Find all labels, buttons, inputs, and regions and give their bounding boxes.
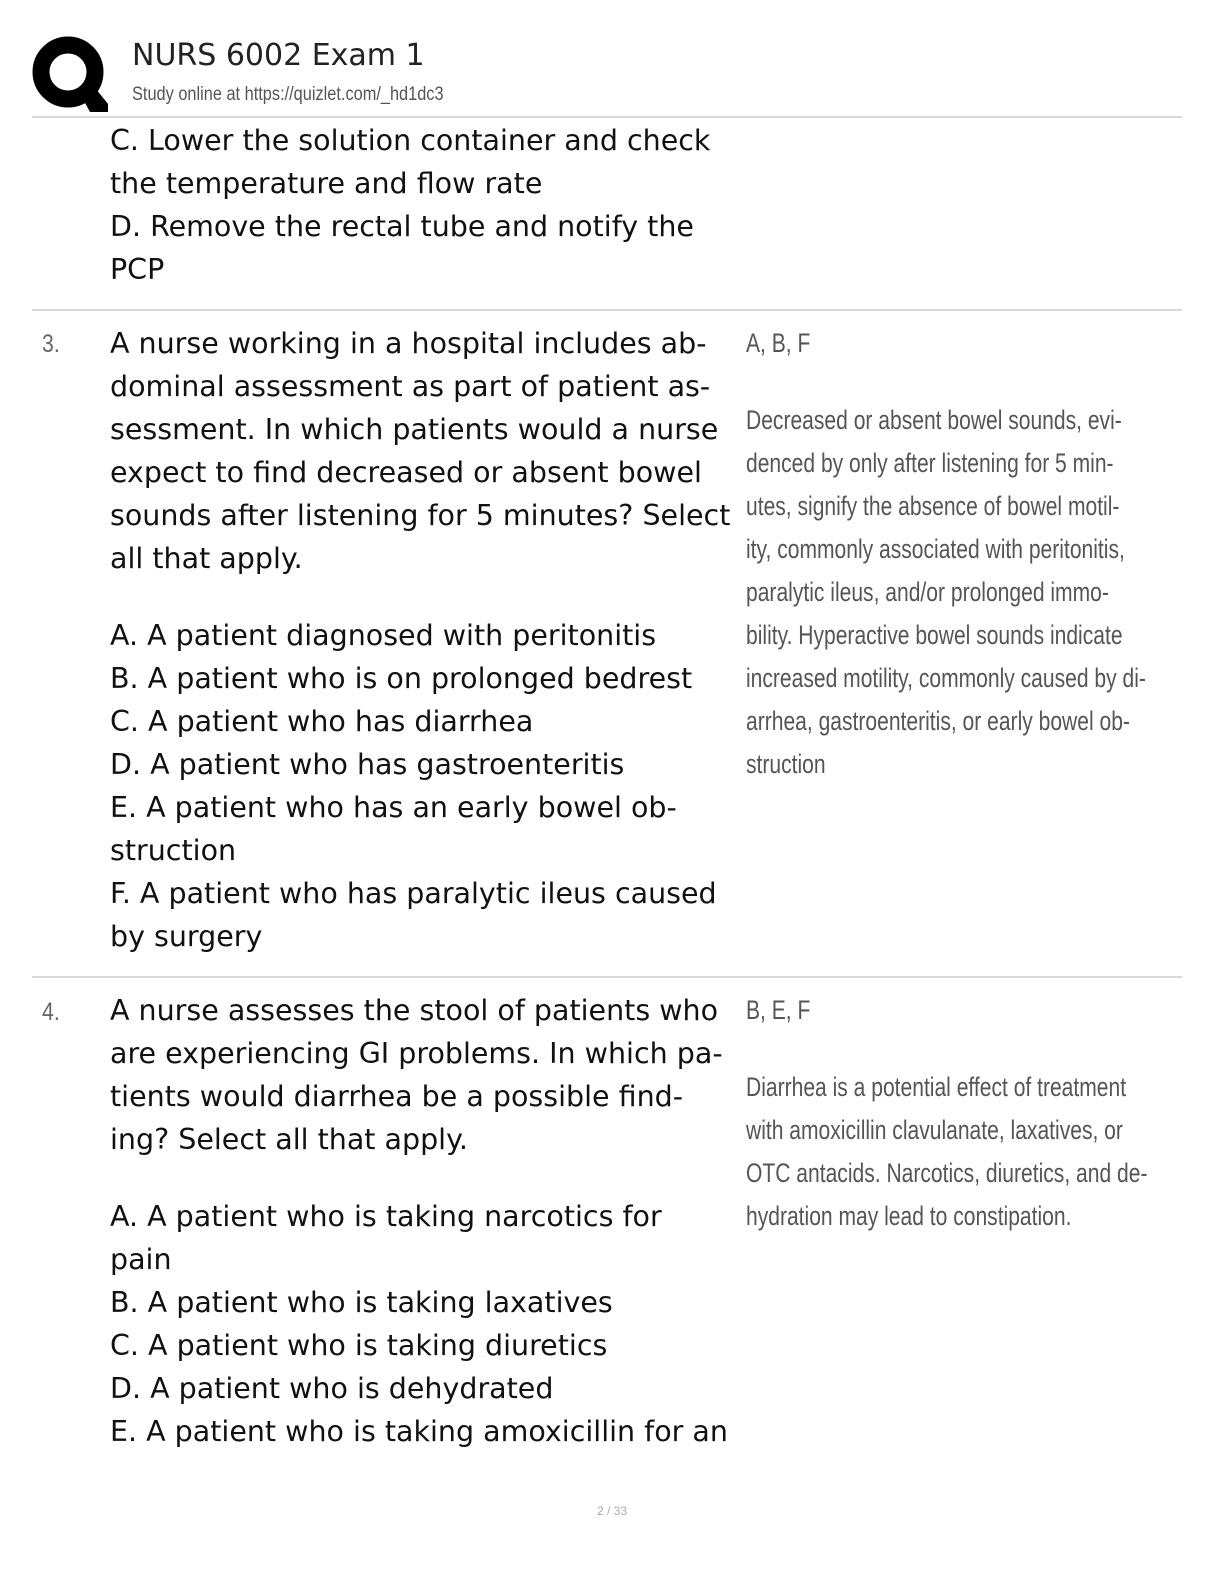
answer-option: B. A patient who is on prolonged bedrest — [110, 662, 693, 695]
rationale-line: bility. Hyperactive bowel sounds indicate — [746, 620, 1123, 650]
answer-3 — [746, 322, 1186, 786]
continuation-line: the temperature and flow rate — [110, 167, 543, 200]
study-online-link[interactable]: Study online at https://quizlet.com/_hd1dc3 — [132, 84, 444, 105]
correct-answer: A, B, F — [746, 328, 811, 358]
answer-option: B. A patient who is taking laxatives — [110, 1286, 613, 1319]
quizlet-logo-icon — [32, 36, 108, 112]
question-stem-line: ing? Select all that apply. — [110, 1123, 468, 1156]
question-stem-line: dominal assessment as part of patient as- — [110, 370, 711, 403]
question-number: 4. — [42, 998, 60, 1026]
rationale-line: hydration may lead to constipation. — [746, 1201, 1072, 1231]
question-number: 3. — [42, 330, 60, 358]
answer-4 — [746, 989, 1186, 1238]
answer-option: pain — [110, 1243, 172, 1276]
previous-question-continuation — [110, 119, 740, 291]
rationale-line: arrhea, gastroenteritis, or early bowel ob- — [746, 706, 1130, 736]
answer-option: struction — [110, 834, 237, 867]
answer-option: by surgery — [110, 920, 263, 953]
rationale-line: OTC antacids. Narcotics, diuretics, and de- — [746, 1158, 1148, 1188]
question-stem-line: are experiencing GI problems. In which pa- — [110, 1037, 723, 1070]
question-stem-line: all that apply. — [110, 542, 303, 575]
answer-option: F. A patient who has paralytic ileus caused — [110, 877, 717, 910]
question-stem-line: A nurse assesses the stool of patients who — [110, 994, 719, 1027]
question-stem-line: sessment. In which patients would a nurse — [110, 413, 719, 446]
page-header — [32, 30, 1182, 116]
answer-option: E. A patient who is taking amoxicillin for an — [110, 1415, 728, 1448]
rationale-line: Diarrhea is a potential effect of treatment — [746, 1072, 1127, 1102]
document-title: NURS 6002 Exam 1 — [132, 38, 425, 73]
page-number: 2 / 33 — [596, 1504, 628, 1518]
rationale-line: utes, signify the absence of bowel motil- — [746, 491, 1120, 521]
correct-answer: B, E, F — [746, 995, 811, 1025]
question-stem-line: expect to find decreased or absent bowel — [110, 456, 702, 489]
continuation-line: C. Lower the solution container and check — [110, 124, 711, 157]
question-4 — [110, 989, 740, 1453]
rationale-line: struction — [746, 749, 826, 779]
rationale-line: ity, commonly associated with peritonitis, — [746, 534, 1125, 564]
continuation-line: D. Remove the rectal tube and notify the — [110, 210, 694, 243]
rationale-line: paralytic ileus, and/or prolonged immo- — [746, 577, 1109, 607]
question-stem-line: sounds after listening for 5 minutes? Select — [110, 499, 731, 532]
answer-option: E. A patient who has an early bowel ob- — [110, 791, 677, 824]
rationale-line: denced by only after listening for 5 min- — [746, 448, 1114, 478]
question-divider — [32, 309, 1182, 311]
question-divider — [32, 976, 1182, 978]
answer-option: D. A patient who is dehydrated — [110, 1372, 554, 1405]
header-divider — [32, 116, 1182, 118]
answer-option: C. A patient who has diarrhea — [110, 705, 534, 738]
answer-option: D. A patient who has gastroenteritis — [110, 748, 625, 781]
rationale-line: increased motility, commonly caused by di- — [746, 663, 1146, 693]
answer-option: A. A patient who is taking narcotics for — [110, 1200, 662, 1233]
answer-option: C. A patient who is taking diuretics — [110, 1329, 608, 1362]
question-stem-line: A nurse working in a hospital includes ab- — [110, 327, 707, 360]
answer-option: A. A patient diagnosed with peritonitis — [110, 619, 657, 652]
rationale-line: Decreased or absent bowel sounds, evi- — [746, 405, 1122, 435]
continuation-line: PCP — [110, 253, 165, 286]
question-3 — [110, 322, 740, 958]
rationale-line: with amoxicillin clavulanate, laxatives, or — [746, 1115, 1123, 1145]
question-stem-line: tients would diarrhea be a possible find- — [110, 1080, 684, 1113]
